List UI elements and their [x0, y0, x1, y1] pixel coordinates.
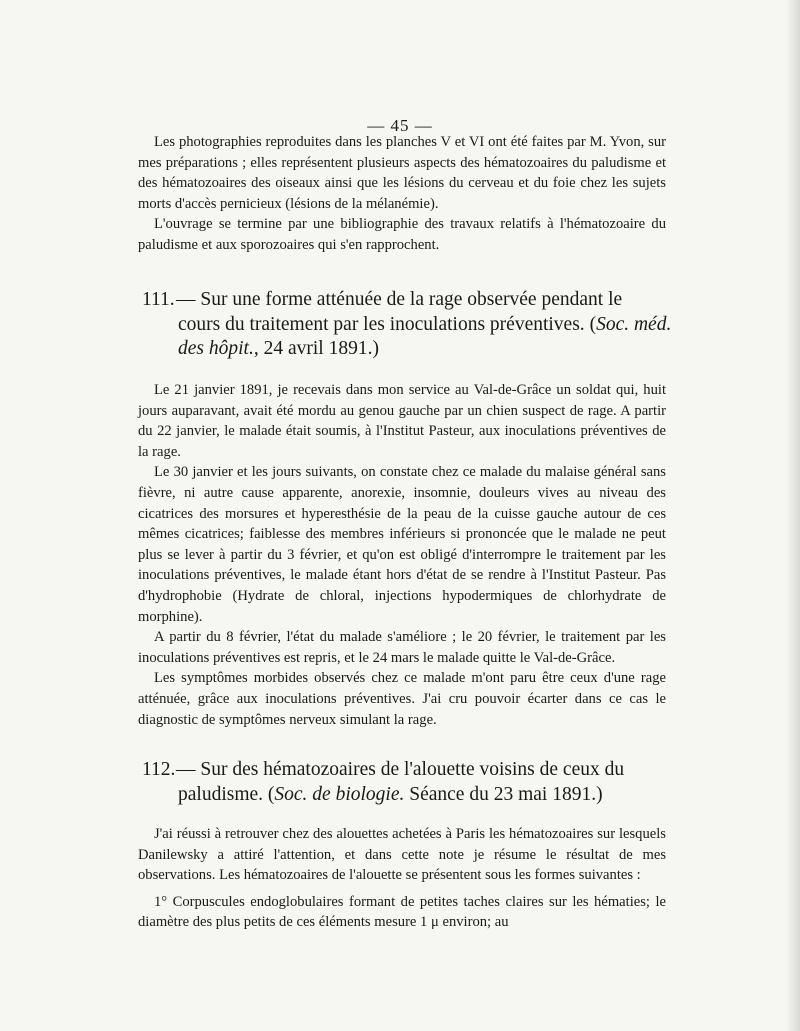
heading-112-line2 [142, 783, 672, 808]
intro-paragraph-2: L'ouvrage se termine par une bibliographie des travaux relatifs à l'hématozoaire du paludisme et aux sporozoaires qui s'en rapprochent. [138, 216, 666, 253]
section-number-112: 112. [142, 759, 176, 780]
heading-112-text2: paludisme. ( [178, 783, 275, 805]
section-111-body [138, 380, 666, 730]
section-112-heading [142, 758, 672, 807]
heading-111-journal: Soc. méd. des hôpit. [178, 313, 672, 359]
heading-111-text2: cours du traitement par les inoculations préventives. [178, 313, 585, 335]
heading-111-line1 [142, 288, 672, 313]
section-112-body [138, 824, 666, 933]
heading-111-line2 [142, 313, 672, 362]
heading-111 [142, 288, 672, 362]
heading-112-text1: — Sur des hématozoaires de l'alouette voisins de ceux du [176, 759, 625, 780]
section-111-paragraph-2: Le 30 janvier et les jours suivants, on constate chez ce malade du malaise général sans fièvre, ni autre cause apparente, anorexie, insomnie, douleurs vives au niveau des cicatrices des morsures et hyperesthésie de la peau de la cuisse gauche autour de ces mêmes cicatrices; faiblesse des membres inférieurs si prononcée que le malade ne peut plus se lever à partir du 3 février, et qu'on est obligé d'interrompre le traitement par les inoculations préventives, le malade étant hors d'état de se rendre à l'Institut Pasteur. Pas d'hydrophobie (Hydrate de chloral, injections hypodermiques de chlorhydrate de morphine). [138, 464, 666, 625]
section-111-paragraph-3: A partir du 8 février, l'état du malade s'améliore ; le 20 février, le traitement par les inoculations préventives est repris, et le 24 mars le malade quitte le Val-de-Grâce. [138, 629, 666, 666]
page-edge-shadow [786, 0, 800, 1031]
heading-112-date: Séance du 23 mai 1891.) [404, 783, 603, 805]
heading-112 [142, 758, 672, 807]
section-112-paragraph-2: 1° Corpuscules endoglobulaires formant de petites taches claires sur les hématies; le diamètre des plus petits de ces éléments mesure 1 μ environ; au [138, 893, 666, 931]
heading-112-journal: Soc. de biologie. [274, 783, 405, 805]
section-111-paragraph-1: Le 21 janvier 1891, je recevais dans mon service au Val-de-Grâce un soldat qui, huit jours auparavant, avait été mordu au genou gauche par un chien suspect de rage. A partir du 22 janvier, le malade était soumis, à l'Institut Pasteur, aux inoculations préventives de la rage. [138, 382, 666, 460]
section-number-111: 111. [142, 289, 175, 310]
heading-112-line1 [142, 758, 672, 783]
intro-paragraph-1: Les photographies reproduites dans les planches V et VI ont été faites par M. Yvon, sur mes préparations ; elles représentent plusieurs aspects des hématozoaires du paludisme et des hématozoaires des oiseaux ainsi que les lésions du cerveau et du foie chez les sujets morts d'accès pernicieux (lésions de la mélanémie). [138, 134, 666, 212]
heading-111-date: , 24 avril 1891.) [253, 338, 379, 359]
section-112-paragraph-1: J'ai réussi à retrouver chez des alouettes achetées à Paris les hématozoaires sur lesquels Danilewsky a attiré l'attention, et dans cette note je résume le résultat de mes observations. Les hématozoaires de l'alouette se présentent sous les formes suivantes : [138, 826, 666, 884]
section-111-heading [142, 288, 672, 362]
intro-block [138, 132, 666, 256]
heading-111-paren: ( [589, 313, 597, 335]
page-number: — 45 — [367, 116, 433, 135]
section-111-paragraph-4: Les symptômes morbides observés chez ce malade m'ont paru être ceux d'une rage atténuée, grâce aux inoculations préventives. J'ai cru pouvoir écarter dans ce cas le diagnostic de symptômes nerveux simulant la rage. [138, 670, 666, 728]
heading-111-text1: — Sur une forme atténuée de la rage observée pendant le [176, 289, 623, 310]
